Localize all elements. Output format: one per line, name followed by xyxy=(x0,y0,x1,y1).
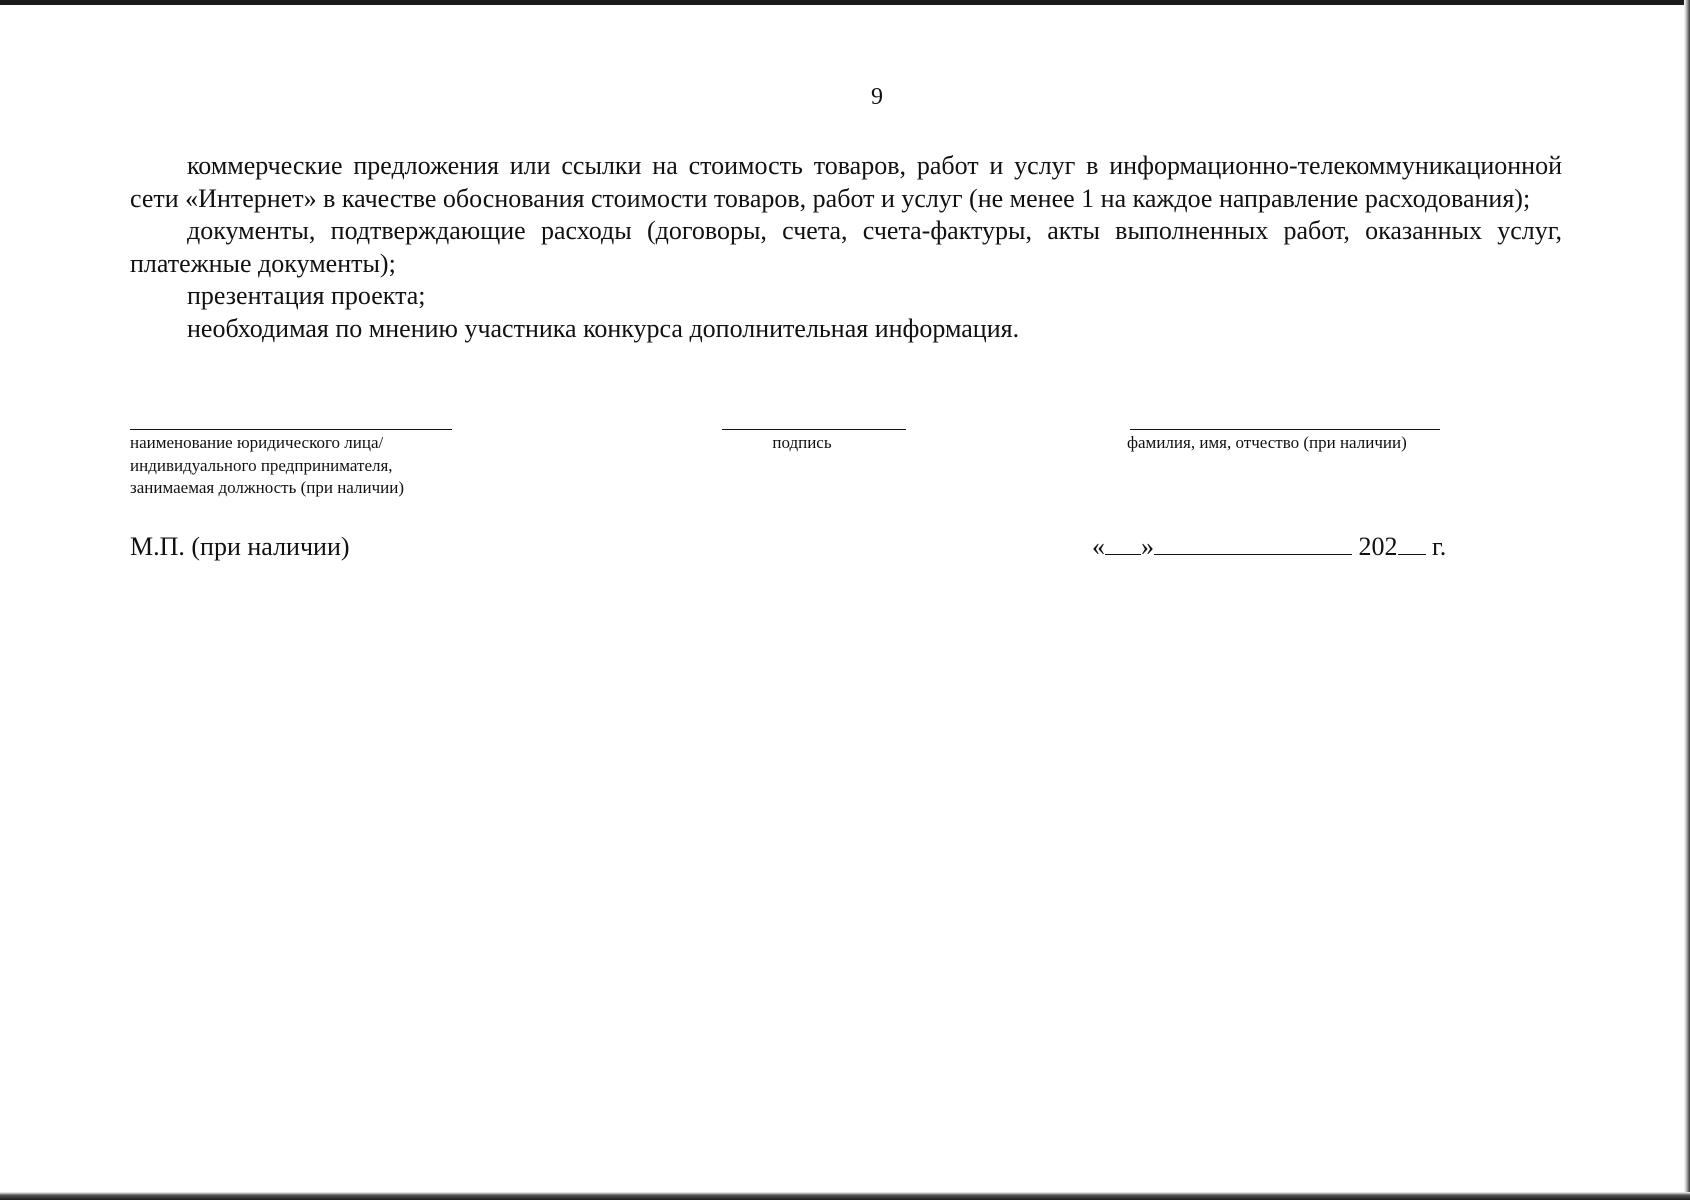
year-prefix: 202 xyxy=(1358,532,1398,561)
signature-caption: подпись xyxy=(772,433,832,452)
paragraph-expense-documents: документы, подтверждающие расходы (договоры, счета, счета-фактуры, акты выполненных работ, оказанных услуг, платежные документы); xyxy=(130,216,1562,278)
scan-border-bottom xyxy=(0,1192,1690,1200)
day-blank xyxy=(1105,532,1141,555)
date-field xyxy=(1092,532,1446,562)
entity-caption-line-2: индивидуального предпринимателя, xyxy=(130,455,393,475)
date-open-quote: « xyxy=(1092,532,1105,561)
paragraph-commercial-offers: коммерческие предложения или ссылки на стоимость товаров, работ и услуг в информационно-телекоммуникационной сети «Интернет» в качестве обоснования стоимости товаров, работ и услуг (не менее 1 на каждое направление расходования); xyxy=(130,151,1562,213)
page-number: 9 xyxy=(871,84,883,110)
paragraph-project-presentation: презентация проекта; xyxy=(187,281,426,310)
entity-name-line xyxy=(130,429,452,430)
entity-caption-line-1: наименование юридического лица/ xyxy=(130,433,384,452)
entity-name-caption xyxy=(130,432,470,500)
year-suffix: г. xyxy=(1432,532,1447,561)
month-blank xyxy=(1154,532,1352,555)
full-name-line xyxy=(1130,429,1440,430)
full-name-caption: фамилия, имя, отчество (при наличии) xyxy=(1127,433,1407,452)
document-body xyxy=(130,150,1562,345)
entity-caption-line-3: занимаемая должность (при наличии) xyxy=(130,478,404,497)
date-close-quote: » xyxy=(1141,532,1154,561)
signature-line xyxy=(722,429,906,430)
scan-border-top xyxy=(0,0,1690,5)
paragraph-additional-info: необходимая по мнению участника конкурса дополнительная информация. xyxy=(187,313,1020,343)
scan-border-right xyxy=(1684,0,1690,1200)
stamp-label: М.П. (при наличии) xyxy=(130,532,350,561)
year-blank xyxy=(1398,532,1426,555)
